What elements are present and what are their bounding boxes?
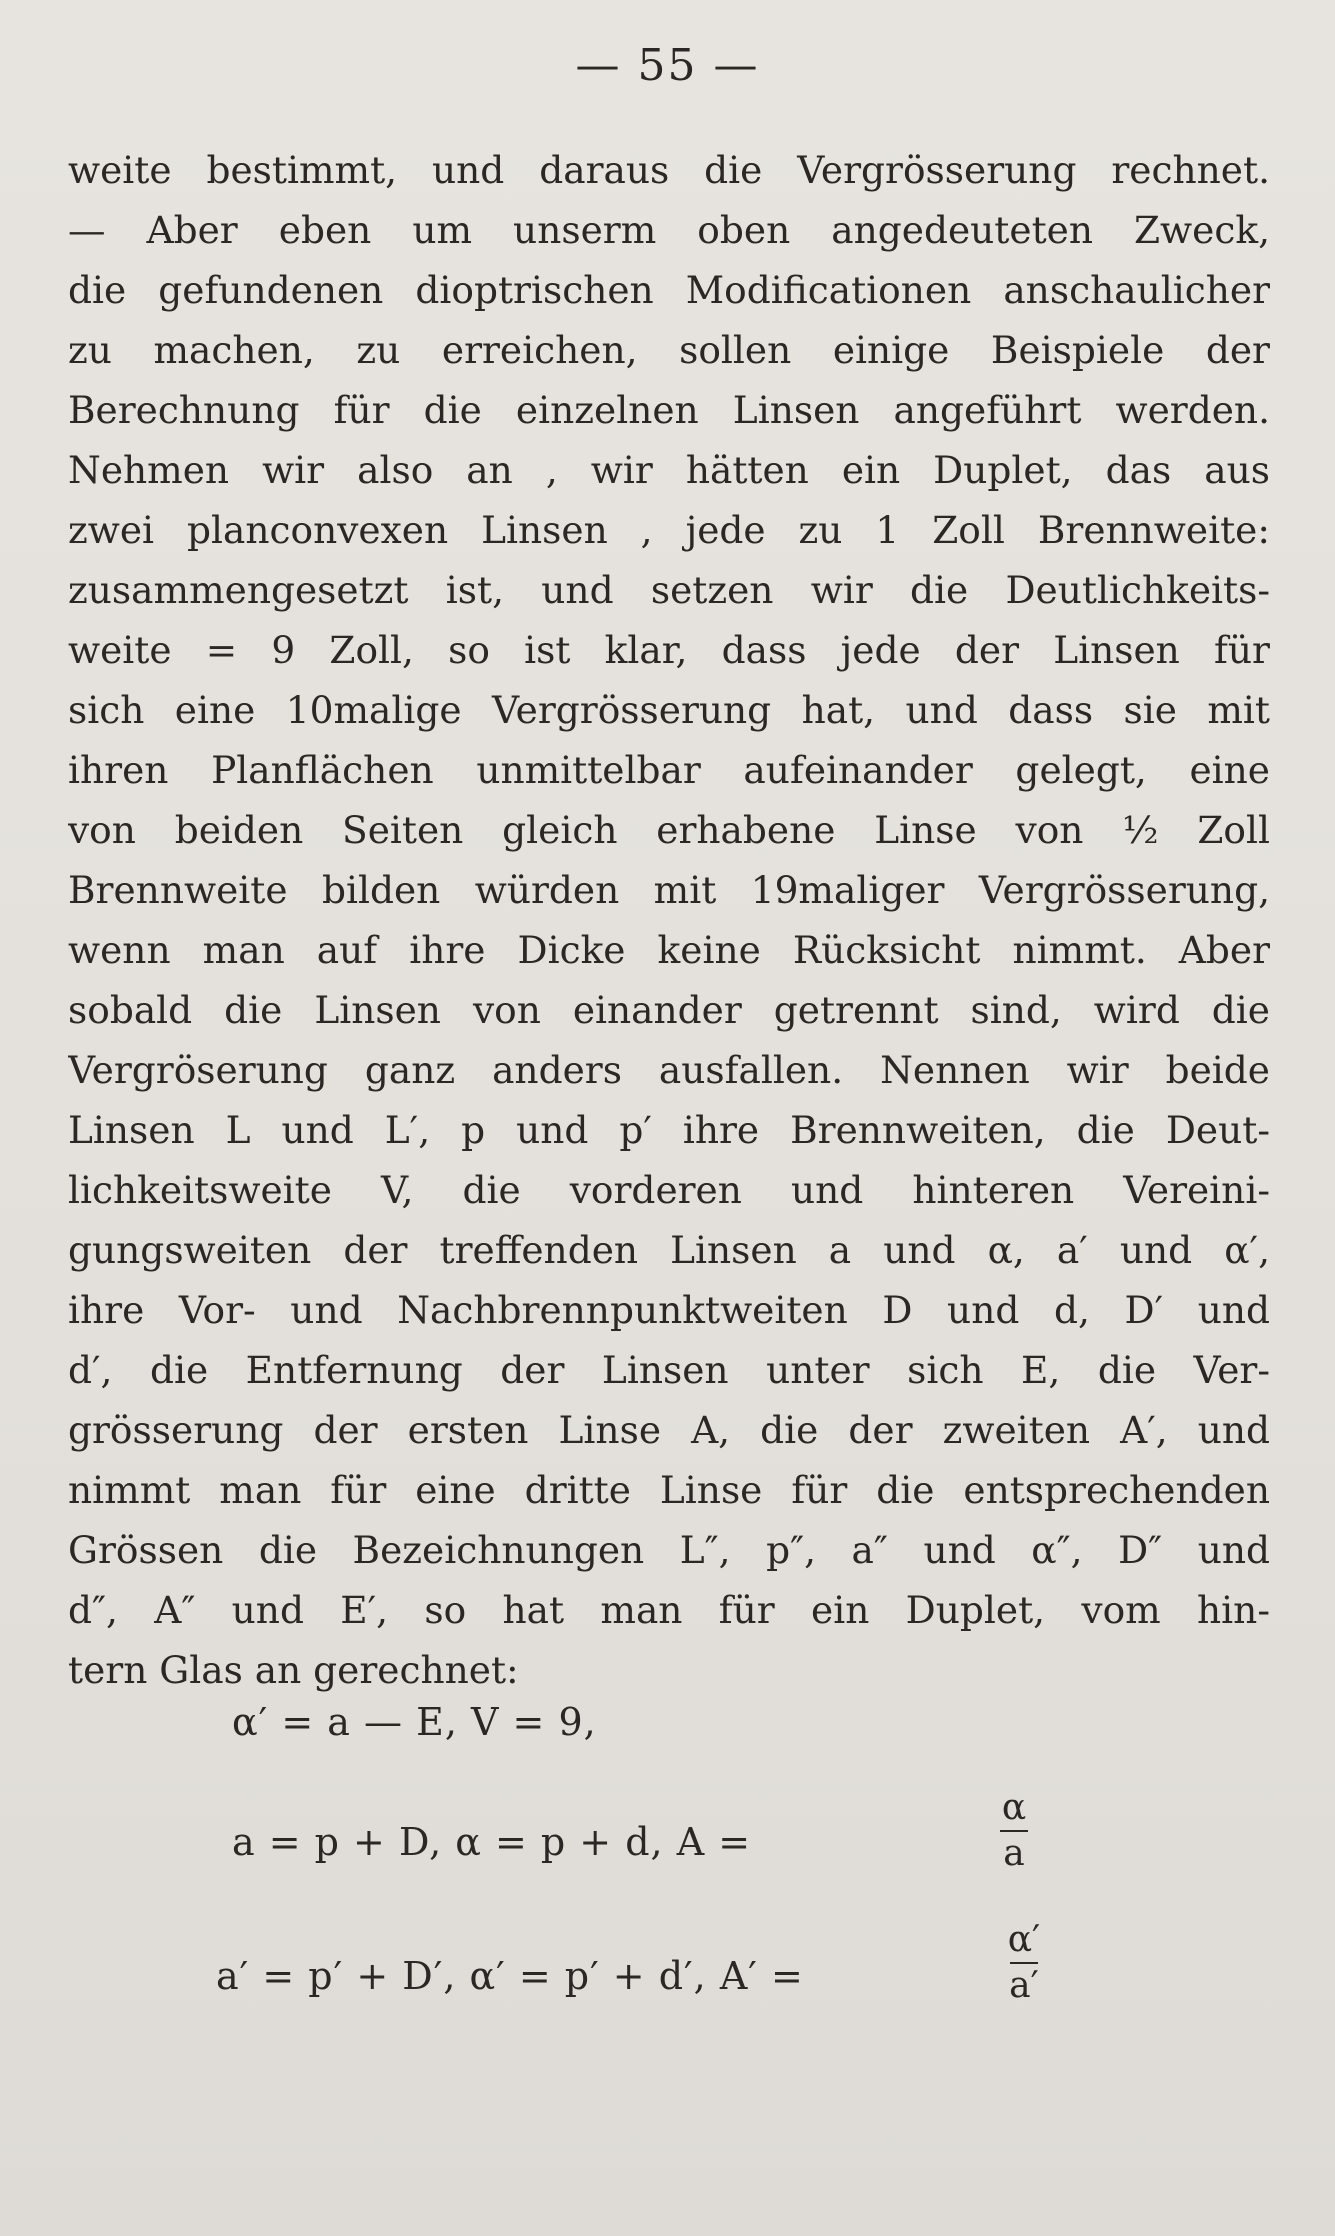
text-line: zusammengesetzt ist, und setzen wir die Deutlichkeits- (68, 568, 1270, 612)
text-line: Berechnung für die einzelnen Linsen angeführt werden. (68, 388, 1270, 432)
text-line: zwei planconvexen Linsen , jede zu 1 Zoll Brennweite: (68, 508, 1270, 552)
text-line: die gefundenen dioptrischen Modificationen anschaulicher (68, 268, 1270, 312)
fraction-numerator: α′ (1007, 1919, 1041, 1960)
text-line: Linsen L und L′, p und p′ ihre Brennweiten, die Deut- (68, 1108, 1270, 1152)
text-line: wenn man auf ihre Dicke keine Rücksicht nimmt. Aber (68, 928, 1270, 972)
text-line: tern Glas an gerechnet: (68, 1648, 519, 1692)
text-line: d′, die Entfernung der Linsen unter sich E, die Ver- (68, 1348, 1270, 1392)
page-number: — 55 — (575, 40, 760, 91)
fraction-a-prime (1004, 1920, 1044, 2006)
text-line: — Aber eben um unserm oben angedeuteten Zweck, (68, 208, 1270, 252)
text-line: lichkeitsweite V, die vorderen und hinteren Vereini- (68, 1168, 1270, 1212)
text-line: Brennweite bilden würden mit 19maliger Vergrösserung, (68, 868, 1270, 912)
formula-3: a′ = p′ + D′, α′ = p′ + d′, A′ = (216, 1954, 804, 1998)
text-line: sobald die Linsen von einander getrennt sind, wird die (68, 988, 1270, 1032)
formula-1: α′ = a — E, V = 9, (232, 1700, 597, 1744)
fraction-denominator: a (1003, 1833, 1025, 1874)
text-line: Nehmen wir also an , wir hätten ein Duplet, das aus (68, 448, 1270, 492)
fraction-numerator: α (1001, 1787, 1027, 1828)
text-line: ihre Vor- und Nachbrennpunktweiten D und d, D′ und (68, 1288, 1270, 1332)
text-line: gungsweiten der treffenden Linsen a und α, a′ und α′, (68, 1228, 1270, 1272)
text-line: weite = 9 Zoll, so ist klar, dass jede der Linsen für (68, 628, 1270, 672)
text-line: Grössen die Bezeichnungen L″, p″, a″ und α″, D″ und (68, 1528, 1270, 1572)
text-line: von beiden Seiten gleich erhabene Linse von ½ Zoll (68, 808, 1270, 852)
text-line: nimmt man für eine dritte Linse für die entsprechenden (68, 1468, 1270, 1512)
text-line: grösserung der ersten Linse A, die der zweiten A′, und (68, 1408, 1270, 1452)
text-line: weite bestimmt, und daraus die Vergrösserung rechnet. (68, 148, 1270, 192)
text-line: ihren Planflächen unmittelbar aufeinander gelegt, eine (68, 748, 1270, 792)
fraction-bar (1000, 1830, 1028, 1832)
fraction-a (994, 1788, 1034, 1874)
formula-2: a = p + D, α = p + d, A = (232, 1820, 752, 1864)
text-line: zu machen, zu erreichen, sollen einige Beispiele der (68, 328, 1270, 372)
text-line: d″, A″ und E′, so hat man für ein Duplet, vom hin- (68, 1588, 1270, 1632)
fraction-bar (1010, 1962, 1038, 1964)
text-line: Vergröserung ganz anders ausfallen. Nennen wir beide (68, 1048, 1270, 1092)
body-text (68, 140, 1270, 1700)
text-line: sich eine 10malige Vergrösserung hat, und dass sie mit (68, 688, 1270, 732)
fraction-denominator: a′ (1009, 1965, 1039, 2006)
